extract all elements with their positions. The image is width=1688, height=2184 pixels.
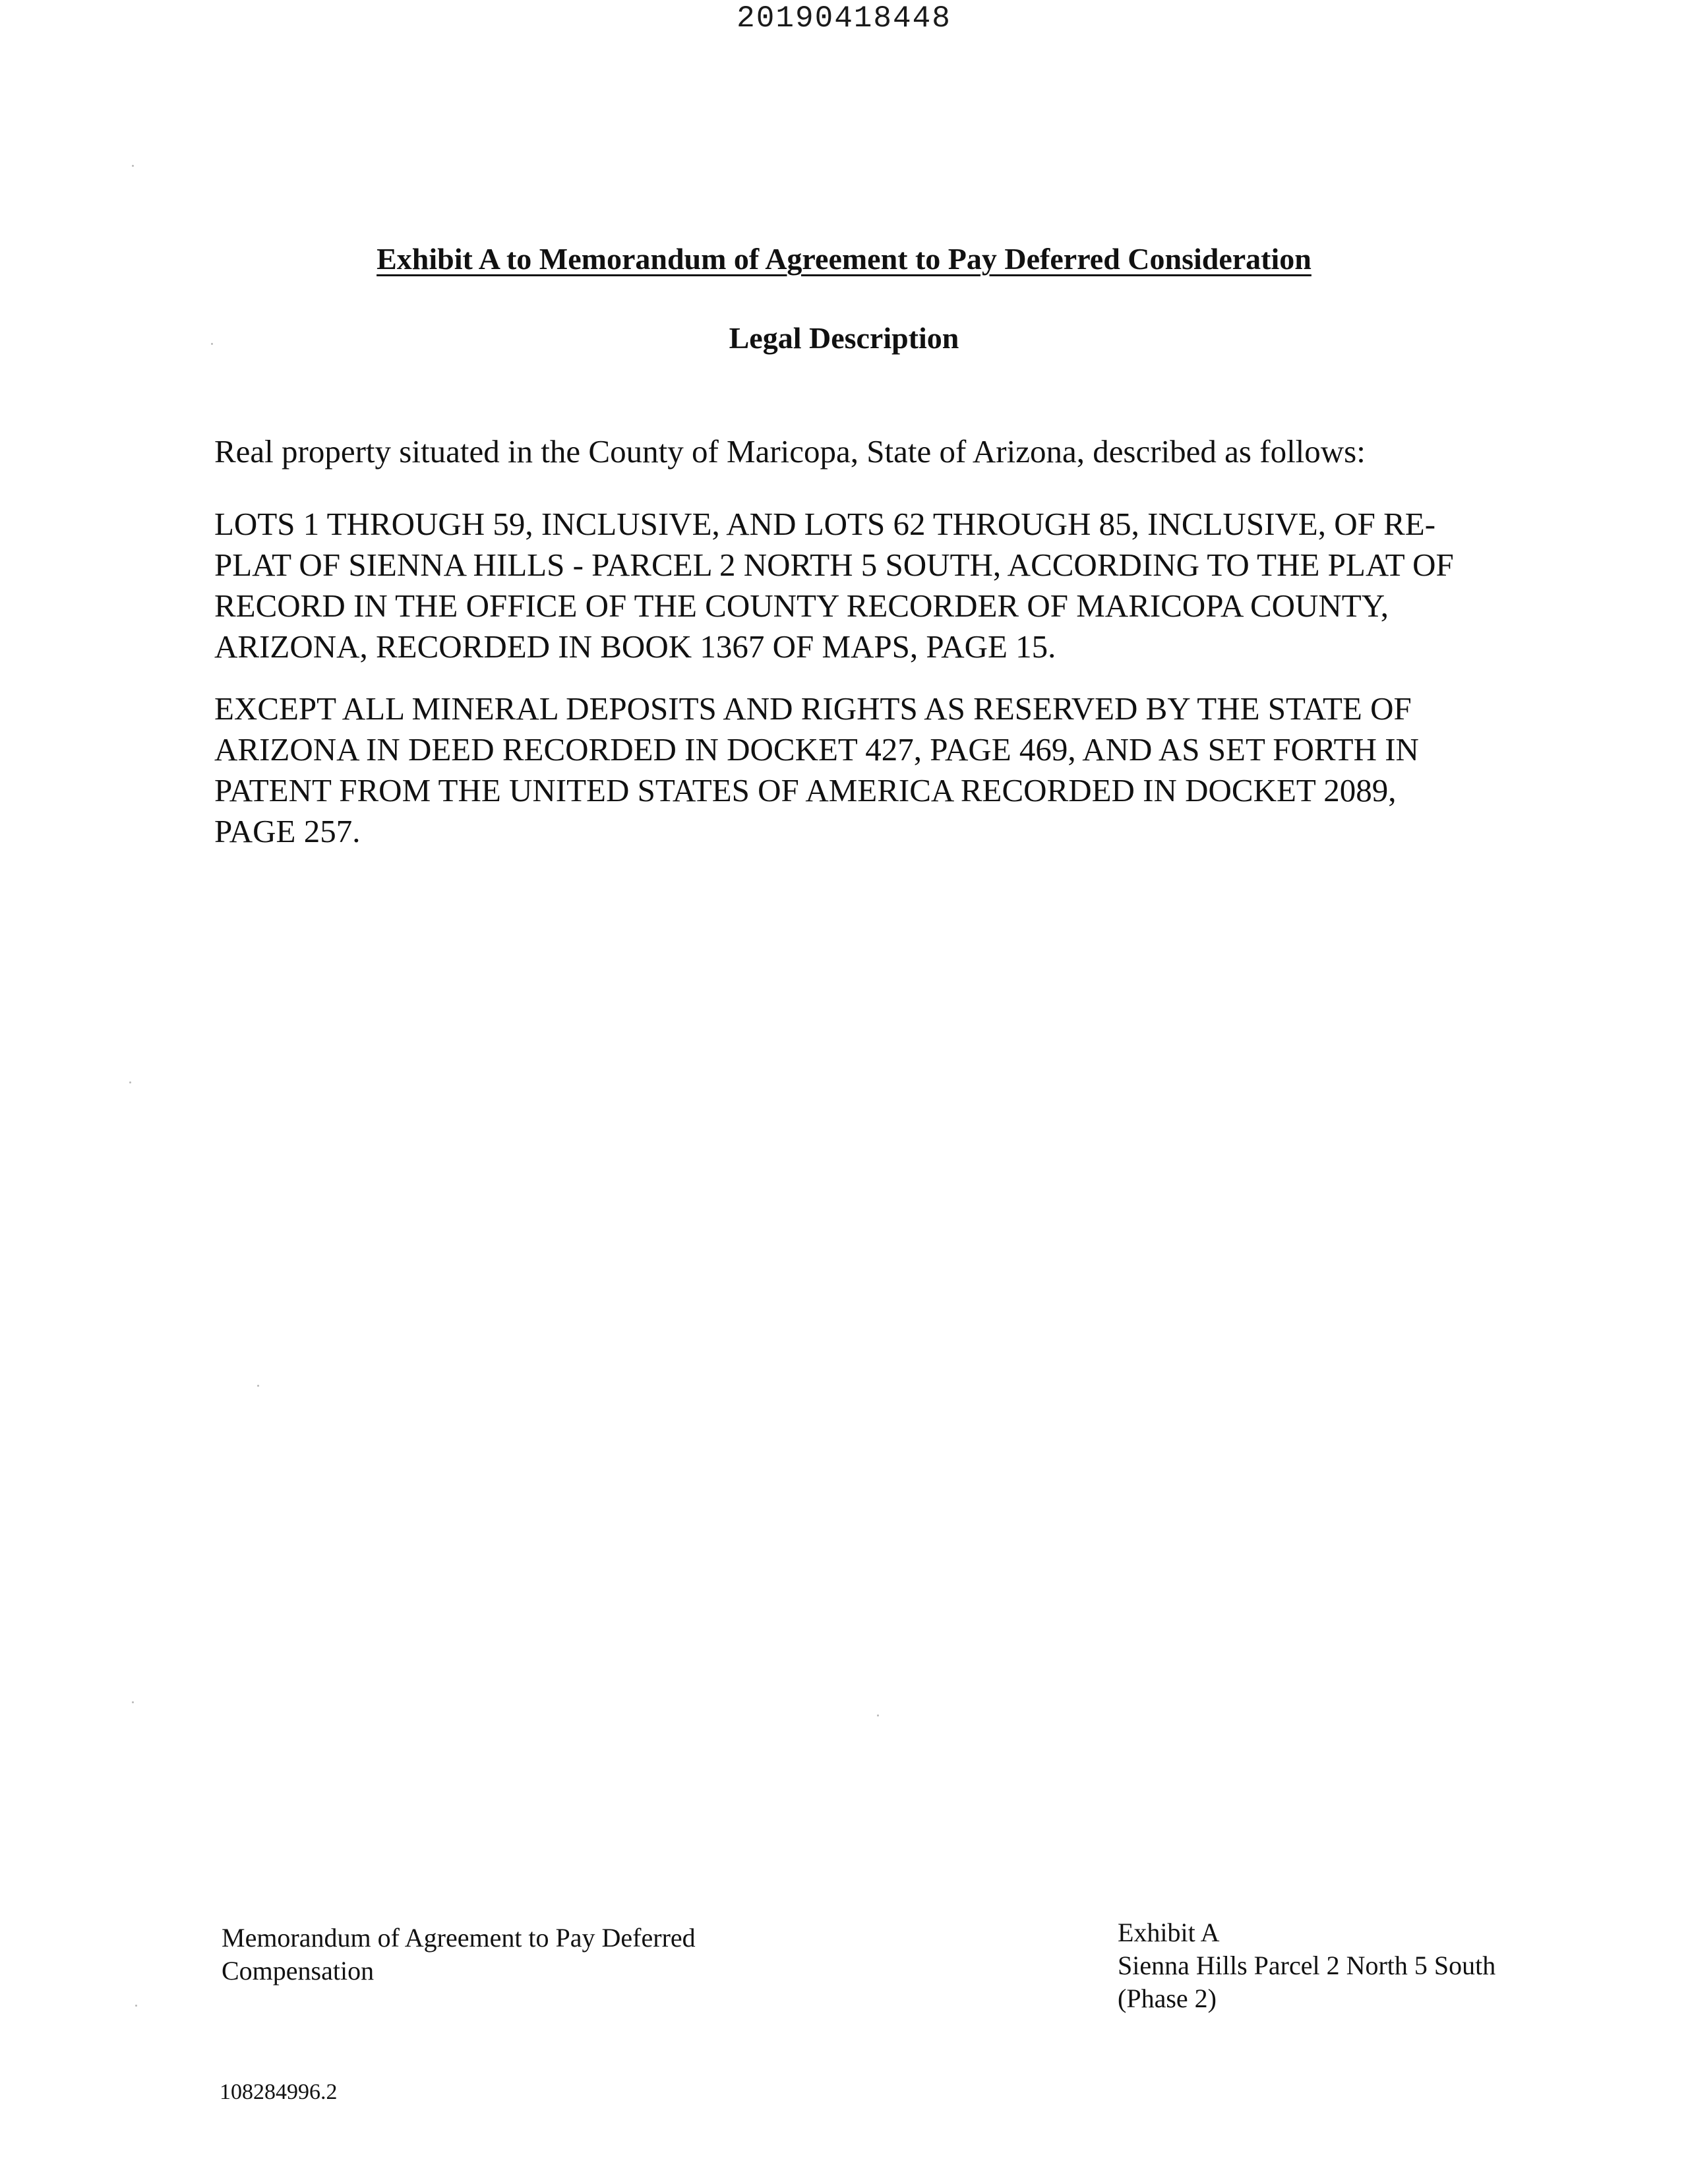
lots-paragraph (214, 504, 1526, 667)
recording-number: 20190418448 (737, 1, 951, 36)
legal-description-heading: Legal Description (729, 321, 959, 355)
lots-line: PLAT OF SIENNA HILLS - PARCEL 2 NORTH 5 SOUTH, ACCORDING TO THE PLAT OF (214, 547, 1454, 583)
footer-right-line: (Phase 2) (1118, 1984, 1217, 2013)
document-id: 108284996.2 (220, 2080, 338, 2104)
footer-left-line: Compensation (222, 1956, 375, 1986)
lots-line: RECORD IN THE OFFICE OF THE COUNTY RECORDER OF MARICOPA COUNTY, (214, 588, 1389, 624)
footer-right-line: Exhibit A (1118, 1918, 1220, 1947)
footer-right-line: Sienna Hills Parcel 2 North 5 South (1118, 1951, 1496, 1980)
exhibit-heading: Exhibit A to Memorandum of Agreement to Pay Deferred Consideration (377, 242, 1311, 276)
except-line: EXCEPT ALL MINERAL DEPOSITS AND RIGHTS AS RESERVED BY THE STATE OF (214, 690, 1412, 727)
footer-left-line: Memorandum of Agreement to Pay Deferred (222, 1923, 696, 1953)
scan-artifact (132, 1701, 134, 1703)
except-line: ARIZONA IN DEED RECORDED IN DOCKET 427, PAGE 469, AND AS SET FORTH IN (214, 731, 1419, 768)
scan-artifact (877, 1714, 879, 1716)
scan-artifact (132, 165, 134, 167)
except-paragraph (214, 688, 1526, 852)
except-line: PAGE 257. (214, 813, 361, 849)
lots-line: ARIZONA, RECORDED IN BOOK 1367 OF MAPS, PAGE 15. (214, 628, 1056, 665)
footer-left (222, 1922, 696, 1987)
except-line: PATENT FROM THE UNITED STATES OF AMERICA RECORDED IN DOCKET 2089, (214, 772, 1397, 808)
lots-line: LOTS 1 THROUGH 59, INCLUSIVE, AND LOTS 62 THROUGH 85, INCLUSIVE, OF RE- (214, 506, 1436, 542)
intro-paragraph: Real property situated in the County of Maricopa, State of Arizona, described as follows: (214, 433, 1366, 470)
footer-right (1118, 1916, 1495, 2015)
scan-artifact (257, 1385, 259, 1387)
scan-artifact (135, 2005, 137, 2007)
scan-artifact (129, 1081, 131, 1083)
scan-artifact (211, 343, 213, 345)
